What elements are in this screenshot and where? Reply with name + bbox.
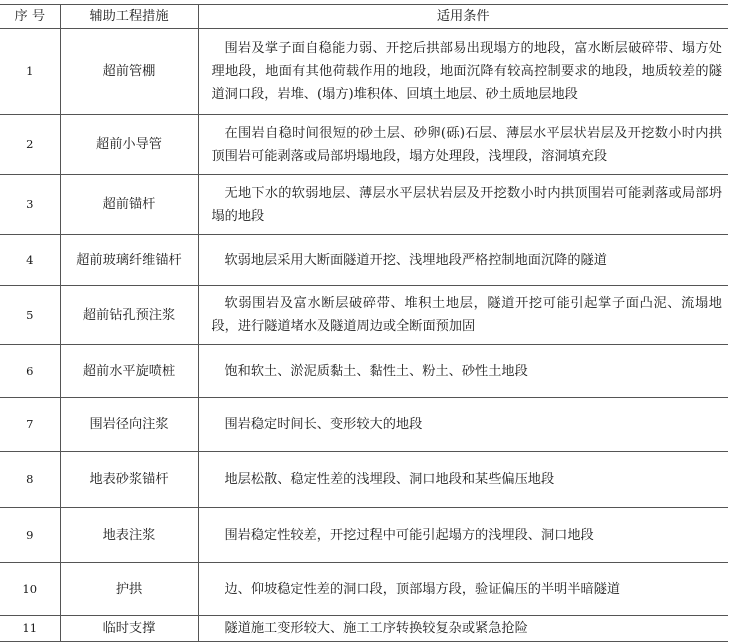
table-row [0, 235, 728, 286]
row-measure: 临时支撑 [60, 616, 198, 642]
row-condition [198, 508, 728, 563]
row-condition-text: 围岩稳定性较差，开挖过程中可能引起塌方的浅埋段、洞口地段 [224, 527, 594, 543]
row-no: 8 [0, 452, 60, 508]
table-row [0, 29, 728, 115]
table-row [0, 508, 728, 563]
row-condition-text: 在围岩自稳时间很短的砂土层、砂卵(砾)石层、薄层水平层状岩层及开挖数小时内拱顶围岩可能剥落或局部坍塌地段，塌方处理段，浅埋段，溶洞填充段 [211, 125, 722, 164]
row-condition-text: 围岩及掌子面自稳能力弱、开挖后拱部易出现塌方的地段，富水断层破碎带、塌方处理地段，地面有其他荷载作用的地段，地面沉降有较高控制要求的地段，地质较差的隧道洞口段，岩堆、(塌方)堆积体、回填土地层、砂土质地层地段 [211, 41, 722, 102]
row-condition [198, 452, 728, 508]
row-condition [198, 235, 728, 286]
row-no: 5 [0, 286, 60, 345]
table-row [0, 345, 728, 398]
row-condition [198, 398, 728, 452]
row-measure: 围岩径向注浆 [60, 398, 198, 452]
row-measure: 超前钻孔预注浆 [60, 286, 198, 345]
header-row [0, 5, 728, 29]
row-no: 9 [0, 508, 60, 563]
row-no: 10 [0, 563, 60, 616]
row-no: 11 [0, 616, 60, 642]
header-condition: 适用条件 [198, 5, 728, 29]
row-no: 4 [0, 235, 60, 286]
row-measure: 超前玻璃纤维锚杆 [60, 235, 198, 286]
table-row [0, 286, 728, 345]
row-condition [198, 115, 728, 175]
row-no: 6 [0, 345, 60, 398]
row-condition [198, 286, 728, 345]
row-condition-text: 软弱地层采用大断面隧道开挖、浅埋地段严格控制地面沉降的隧道 [224, 252, 607, 268]
row-condition-text: 饱和软土、淤泥质黏土、黏性土、粉土、砂性土地段 [224, 363, 528, 379]
row-condition-text: 无地下水的软弱地层、薄层水平层状岩层及开挖数小时内拱顶围岩可能剥落或局部坍塌的地段 [211, 185, 722, 224]
measures-table [0, 4, 728, 642]
row-no: 7 [0, 398, 60, 452]
row-measure: 超前管棚 [60, 29, 198, 115]
header-measure: 辅助工程措施 [60, 5, 198, 29]
table-row [0, 115, 728, 175]
row-condition-text: 围岩稳定时间长、变形较大的地段 [224, 417, 423, 432]
row-condition [198, 175, 728, 235]
row-condition-text: 软弱围岩及富水断层破碎带、堆积土地层，隧道开挖可能引起掌子面凸泥、流塌地段，进行隧道堵水及隧道周边或全断面预加固 [211, 296, 722, 334]
row-measure: 护拱 [60, 563, 198, 616]
table-row [0, 398, 728, 452]
row-measure: 超前水平旋喷桩 [60, 345, 198, 398]
row-condition-text: 隧道施工变形较大、施工工序转换较复杂或紧急抢险 [224, 621, 528, 636]
table-row [0, 452, 728, 508]
row-no: 2 [0, 115, 60, 175]
row-measure: 超前小导管 [60, 115, 198, 175]
row-condition-text: 地层松散、稳定性差的浅埋段、洞口地段和某些偏压地段 [224, 472, 555, 487]
table-row [0, 175, 728, 235]
row-measure: 地表砂浆锚杆 [60, 452, 198, 508]
table-row [0, 563, 728, 616]
header-no: 序 号 [0, 5, 60, 29]
row-condition-text: 边、仰坡稳定性差的洞口段，顶部塌方段，验证偏压的半明半暗隧道 [224, 581, 621, 597]
row-condition [198, 563, 728, 616]
row-no: 3 [0, 175, 60, 235]
row-measure: 地表注浆 [60, 508, 198, 563]
row-condition [198, 616, 728, 642]
row-measure: 超前锚杆 [60, 175, 198, 235]
row-no: 1 [0, 29, 60, 115]
table-row [0, 616, 728, 642]
row-condition [198, 345, 728, 398]
row-condition [198, 29, 728, 115]
